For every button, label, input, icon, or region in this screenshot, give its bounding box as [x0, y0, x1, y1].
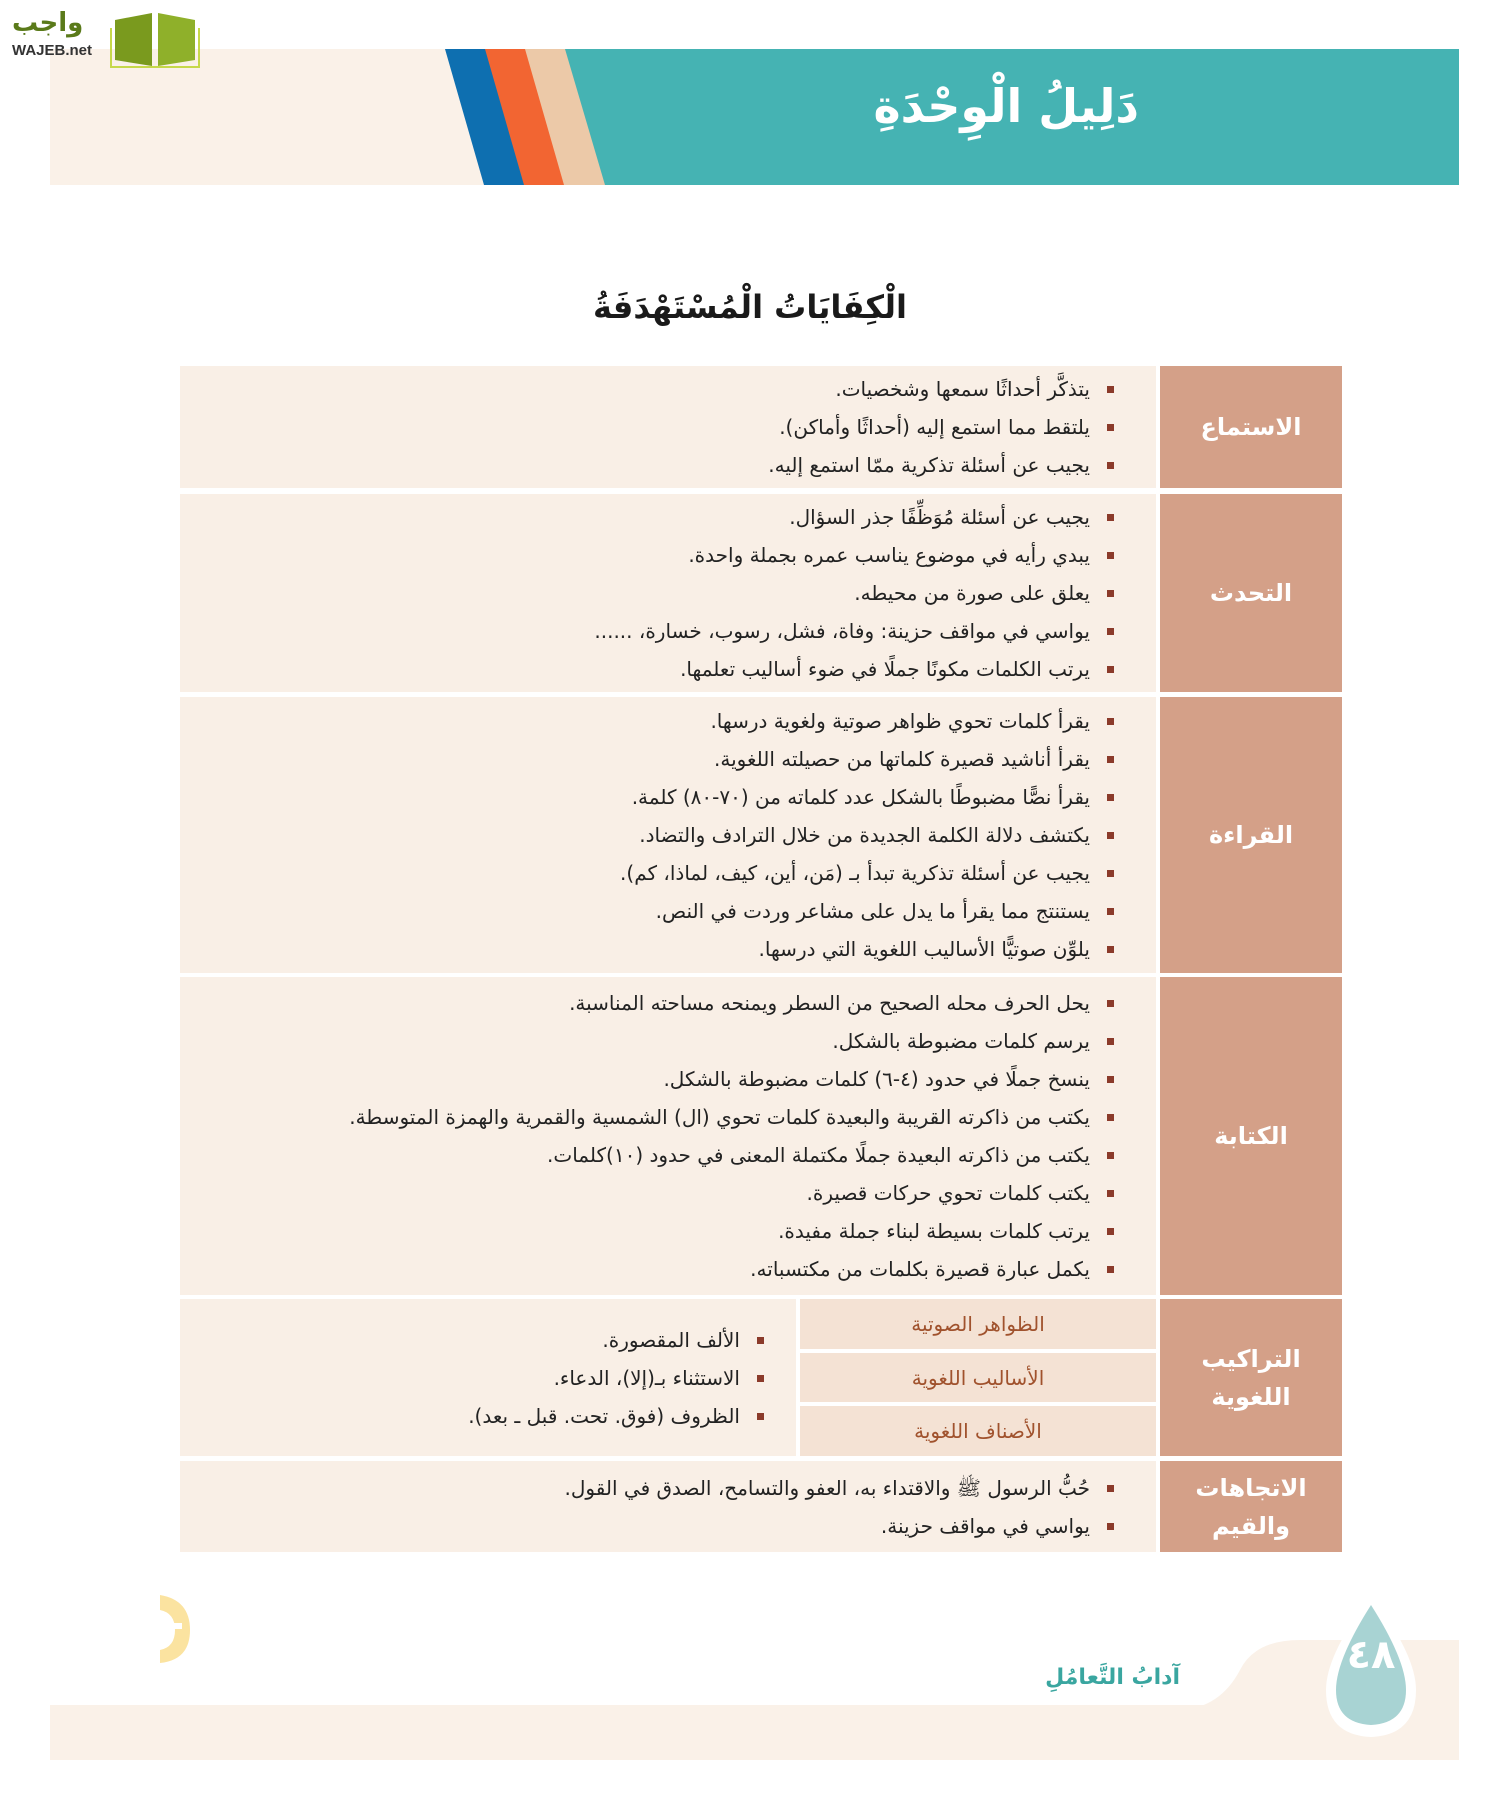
logo-arabic: واجب — [12, 8, 84, 38]
list-item: يكتب كلمات تحوي حركات قصيرة. — [349, 1174, 1114, 1212]
list-item: يبدي رأيه في موضوع يناسب عمره بجملة واحدة. — [594, 536, 1114, 574]
list-item: الظروف (فوق. تحت. قبل ـ بعد). — [468, 1397, 764, 1435]
row-label: الاتجاهات والقيم — [1160, 1461, 1342, 1552]
competency-list — [468, 1299, 764, 1456]
list-item: يجيب عن أسئلة تذكرية ممّا استمع إليه. — [768, 446, 1114, 484]
list-item: يتذكَّر أحداثًا سمعها وشخصيات. — [768, 370, 1114, 408]
list-item: يحل الحرف محله الصحيح من السطر ويمنحه مساحته المناسبة. — [349, 984, 1114, 1022]
list-item: يكتشف دلالة الكلمة الجديدة من خلال الترادف والتضاد. — [620, 816, 1114, 854]
list-item: حُبُّ الرسول ﷺ والاقتداء به، العفو والتسامح، الصدق في القول. — [565, 1469, 1114, 1507]
competency-list — [620, 697, 1114, 973]
list-item: يرتب الكلمات مكونًا جملًا في ضوء أساليب تعلمها. — [594, 650, 1114, 688]
row-label: الاستماع — [1160, 366, 1342, 488]
list-item: يواسي في مواقف حزينة. — [565, 1507, 1114, 1545]
list-item: يكمل عبارة قصيرة بكلمات من مكتسباته. — [349, 1250, 1114, 1288]
list-item: ينسخ جملًا في حدود (٤-٦) كلمات مضبوطة بالشكل. — [349, 1060, 1114, 1098]
list-item: الاستثناء بـ(إلا)، الدعاء. — [468, 1359, 764, 1397]
list-item: يلوِّن صوتيًّا الأساليب اللغوية التي درسها. — [620, 930, 1114, 968]
list-item: يلتقط مما استمع إليه (أحداثًا وأماكن). — [768, 408, 1114, 446]
competency-row-speaking — [180, 494, 1342, 692]
list-item: يرسم كلمات مضبوطة بالشكل. — [349, 1022, 1114, 1060]
list-item: يواسي في مواقف حزينة: وفاة، فشل، رسوب، خسارة، ...... — [594, 612, 1114, 650]
list-item: يقرأ كلمات تحوي ظواهر صوتية ولغوية درسها. — [620, 702, 1114, 740]
competency-list — [768, 366, 1114, 488]
competency-list — [594, 494, 1114, 692]
decorative-mark-icon — [130, 1575, 200, 1665]
row-label: التراكيب اللغوية — [1160, 1299, 1342, 1456]
unit-guide-title: دَلِيلُ الْوِحْدَةِ — [873, 79, 1139, 133]
list-item: يقرأ نصًّا مضبوطًا بالشكل عدد كلماته من (٧٠-٨٠) كلمة. — [620, 778, 1114, 816]
structure-subcategories — [800, 1299, 1156, 1456]
logo-latin: WAJEB.net — [12, 42, 93, 59]
competency-row-reading — [180, 697, 1342, 973]
subcategory-styles: الأساليب اللغوية — [800, 1353, 1156, 1403]
list-item: يكتب من ذاكرته القريبة والبعيدة كلمات تحوي (ال) الشمسية والقمرية والهمزة المتوسطة. — [349, 1098, 1114, 1136]
competency-row-structures — [180, 1299, 1342, 1456]
footer-band — [50, 1705, 1459, 1760]
list-item: الألف المقصورة. — [468, 1321, 764, 1359]
competency-row-listening — [180, 366, 1342, 488]
competency-list — [349, 977, 1114, 1295]
list-item: يجيب عن أسئلة تذكرية تبدأ بـ (مَن، أين، كيف، لماذا، كم). — [620, 854, 1114, 892]
row-label: الكتابة — [1160, 977, 1342, 1295]
list-item: يرتب كلمات بسيطة لبناء جملة مفيدة. — [349, 1212, 1114, 1250]
page-number: ٤٨ — [1346, 1632, 1396, 1678]
competency-row-writing — [180, 977, 1342, 1295]
list-item: يعلق على صورة من محيطه. — [594, 574, 1114, 612]
list-item: يستنتج مما يقرأ ما يدل على مشاعر وردت في النص. — [620, 892, 1114, 930]
list-item: يكتب من ذاكرته البعيدة جملًا مكتملة المعنى في حدود (١٠)كلمات. — [349, 1136, 1114, 1174]
row-label: التحدث — [1160, 494, 1342, 692]
row-label: القراءة — [1160, 697, 1342, 973]
wajeb-logo — [10, 8, 200, 68]
unit-header-banner — [50, 49, 1459, 185]
unit-name: آدابُ التَّعامُلِ — [1045, 1665, 1180, 1690]
competency-list — [565, 1461, 1114, 1552]
competency-row-values — [180, 1461, 1342, 1552]
list-item: يقرأ أناشيد قصيرة كلماتها من حصيلته اللغوية. — [620, 740, 1114, 778]
subcategory-phonetic: الظواهر الصوتية — [800, 1299, 1156, 1349]
target-competencies-title: الْكِفَايَاتُ الْمُسْتَهْدَفَةُ — [593, 288, 907, 326]
book-icon — [110, 8, 200, 68]
list-item: يجيب عن أسئلة مُوَظِّفًا جذر السؤال. — [594, 498, 1114, 536]
subcategory-types: الأصناف اللغوية — [800, 1406, 1156, 1456]
header-stripes — [50, 49, 1459, 185]
